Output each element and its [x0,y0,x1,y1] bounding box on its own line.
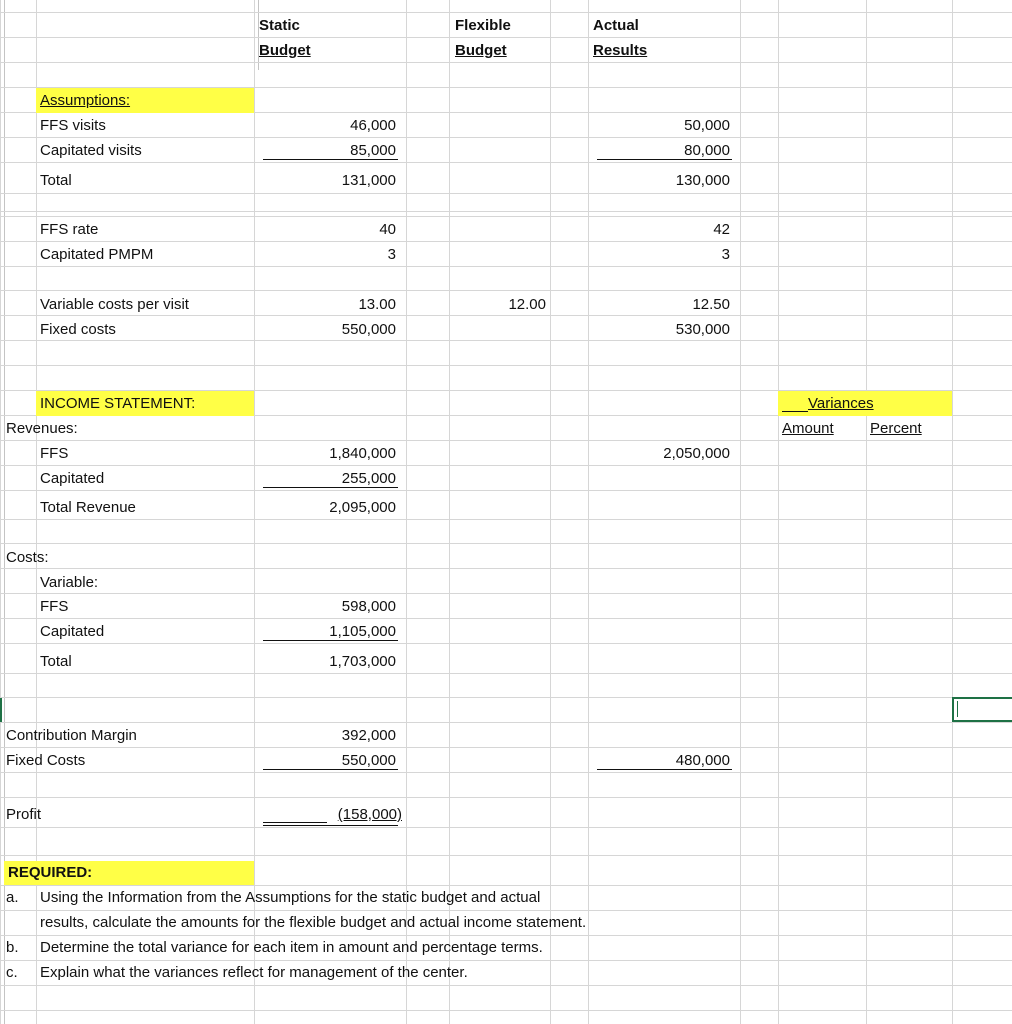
gridline [0,37,1012,38]
required-c-text: Explain what the variances reflect for management of the center. [40,964,468,981]
gridline [0,855,1012,856]
cost-total-label: Total [40,653,72,670]
var-cost-flexible: 12.00 [508,296,546,313]
gridline [0,960,1012,961]
gridline [0,12,1012,13]
fixed-costs-static: 550,000 [341,321,396,338]
income-statement-title: INCOME STATEMENT: [40,395,196,412]
underline [263,769,398,770]
required-a-marker: a. [6,889,19,906]
underline [263,487,398,488]
gridline [0,643,1012,644]
gridline [0,211,1012,212]
ffs-rate-label: FFS rate [40,221,99,238]
gridline [0,62,1012,63]
cost-ffs-label: FFS [40,598,69,615]
flexible-header-line1: Flexible [455,17,511,34]
underline [263,825,398,826]
required-b-marker: b. [6,939,19,956]
gridline [0,910,1012,911]
ffs-visits-actual: 50,000 [684,117,730,134]
static-header-line1: Static [259,17,300,34]
amount-header: Amount [782,420,834,437]
gridline [0,440,1012,441]
cost-capitated-label: Capitated [40,623,105,640]
revenue-ffs-static: 1,840,000 [329,445,396,462]
required-c-marker: c. [6,964,18,981]
gridline [0,465,1012,466]
variable-label: Variable: [40,574,99,591]
gridline [0,722,1012,723]
visits-total-label: Total [40,172,72,189]
fixed-costs-is-actual: 480,000 [675,752,730,769]
gridline [0,365,1012,366]
contribution-margin-static: 392,000 [341,727,396,744]
total-revenue-static: 2,095,000 [329,499,396,516]
gridline [0,315,1012,316]
revenue-capitated-static: 255,000 [341,470,396,487]
gridline [0,673,1012,674]
gridline [406,0,407,1024]
gridline [550,0,551,1024]
fixed-costs-actual: 530,000 [675,321,730,338]
gridline [0,772,1012,773]
required-a-line1: Using the Information from the Assumptions for the static budget and actual [40,889,541,906]
costs-label: Costs: [6,549,49,566]
revenue-capitated-label: Capitated [40,470,105,487]
underline [263,822,327,823]
profit-label: Profit [6,806,42,823]
gridline [0,827,1012,828]
gridline [254,0,255,1024]
selected-cell[interactable] [952,697,1012,722]
gridline [0,490,1012,491]
capitated-pmpm-label: Capitated PMPM [40,246,154,263]
actual-header-line2: Results [593,42,648,59]
underline [263,159,398,160]
underline [782,411,808,412]
revenue-ffs-actual: 2,050,000 [663,445,730,462]
gridline [0,593,1012,594]
cost-capitated-static: 1,105,000 [329,623,396,640]
underline [597,159,732,160]
total-revenue-label: Total Revenue [40,499,136,516]
ffs-visits-static: 46,000 [350,117,396,134]
var-cost-static: 13.00 [358,296,396,313]
assumptions-title: Assumptions: [40,92,131,109]
visits-total-actual: 130,000 [675,172,730,189]
ffs-visits-label: FFS visits [40,117,106,134]
revenue-ffs-label: FFS [40,445,69,462]
gridline [0,266,1012,267]
underline [263,640,398,641]
capitated-pmpm-static: 3 [387,246,396,263]
required-a-line2: results, calculate the amounts for the flexible budget and actual income statement. [40,914,587,931]
gridline [0,568,1012,569]
variances-header: Variances [808,395,874,412]
gridline [0,543,1012,544]
gridline [0,618,1012,619]
gridline [778,0,779,1024]
ffs-rate-actual: 42 [713,221,730,238]
cost-ffs-static: 598,000 [341,598,396,615]
gridline [0,985,1012,986]
fixed-costs-is-label: Fixed Costs [6,752,86,769]
gridline [0,1010,1012,1011]
var-cost-actual: 12.50 [692,296,730,313]
gridline [0,747,1012,748]
fixed-costs-is-static: 550,000 [341,752,396,769]
gridline [0,340,1012,341]
visits-total-static: 131,000 [341,172,396,189]
gridline [0,0,1,1024]
gridline [740,0,741,1024]
gridline [0,193,1012,194]
required-title: REQUIRED: [8,864,93,881]
gridline [0,162,1012,163]
cell-cursor [957,701,958,717]
capitated-visits-static: 85,000 [350,142,396,159]
underline [597,769,732,770]
capitated-visits-label: Capitated visits [40,142,142,159]
flexible-header-line2: Budget [455,42,507,59]
fixed-costs-label: Fixed costs [40,321,116,338]
gridline [866,0,867,1024]
static-header-line2: Budget [259,42,311,59]
gridline [0,697,1012,698]
actual-header-line1: Actual [593,17,639,34]
profit-static: (158,000) [337,806,402,823]
gridline [0,241,1012,242]
var-cost-label: Variable costs per visit [40,296,189,313]
percent-header: Percent [870,420,922,437]
capitated-visits-actual: 80,000 [684,142,730,159]
row-marker [0,698,2,722]
gridline [449,0,450,1024]
ffs-rate-static: 40 [379,221,396,238]
revenues-label: Revenues: [6,420,78,437]
capitated-pmpm-actual: 3 [721,246,730,263]
gridline [0,519,1012,520]
gridline [0,935,1012,936]
cost-total-static: 1,703,000 [329,653,396,670]
gridline [0,137,1012,138]
gridline [0,290,1012,291]
gridline [0,885,1012,886]
gridline [0,216,1012,217]
required-b-text: Determine the total variance for each item in amount and percentage terms. [40,939,543,956]
gridline [952,0,953,1024]
gridline [588,0,589,1024]
contribution-margin-label: Contribution Margin [6,727,137,744]
gridline [0,797,1012,798]
